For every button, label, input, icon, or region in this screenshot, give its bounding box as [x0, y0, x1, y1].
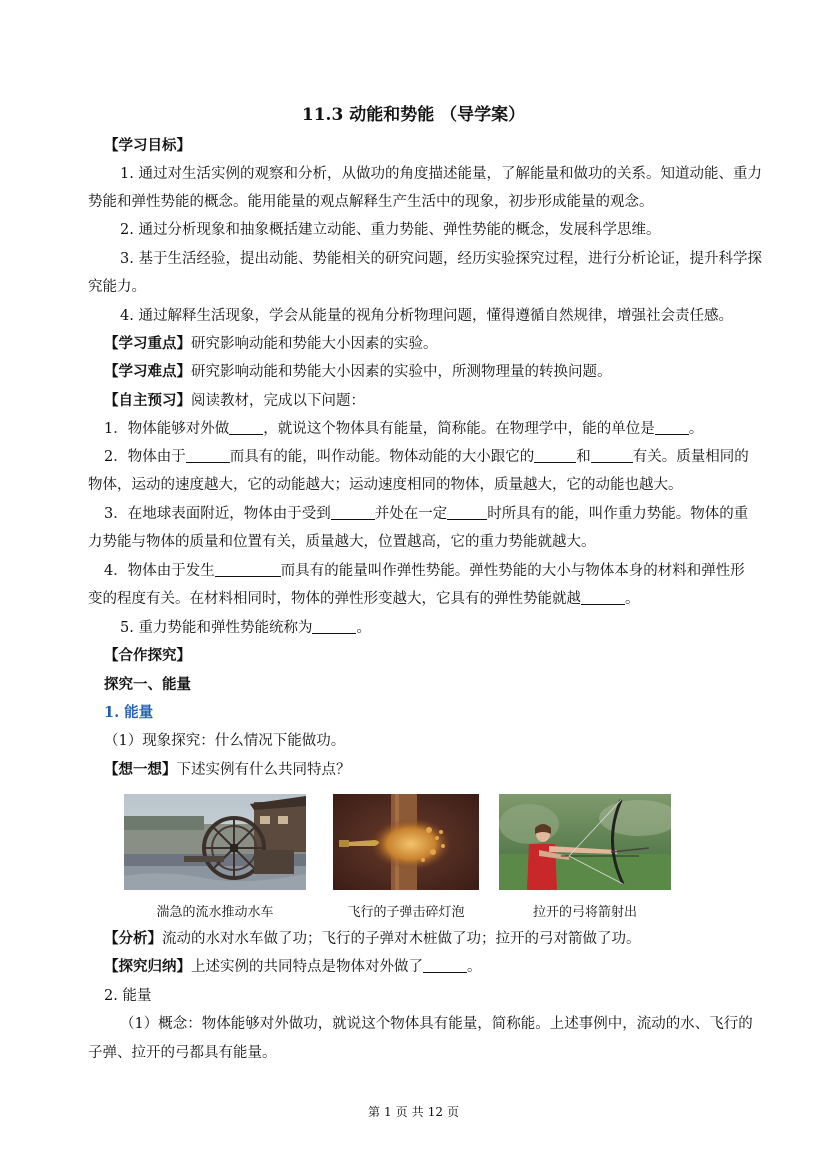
blank[interactable]: [534, 448, 576, 463]
caption-archer: 拉开的弓将箭射出: [532, 905, 637, 920]
preview-text: 阅读教材，完成以下问题：: [191, 393, 365, 409]
goal-2: 2. 通过分析现象和抽象概括建立动能、重力势能、弹性势能的概念，发展科学思维。: [120, 222, 661, 238]
think-text: 下述实例有什么共同特点？: [176, 762, 351, 778]
archer-photo: [499, 794, 671, 890]
goal-3-line-1: 3. 基于生活经验，提出动能、势能相关的研究问题，经历实验探究过程，进行分析论证，提升科学探: [120, 251, 762, 267]
analysis: [104, 929, 641, 949]
blank[interactable]: [581, 590, 625, 605]
blank[interactable]: [331, 505, 375, 520]
blank[interactable]: [186, 448, 230, 463]
question-3-line-2: 力势能与物体的质量和位置有关，质量越大，位置越高，它的重力势能就越大。: [88, 534, 596, 550]
difficulty-point: [104, 362, 612, 382]
analysis-label: 【分析】: [104, 930, 162, 947]
goal-3-line-2: 究能力。: [88, 279, 146, 295]
think-label: 【想一想】: [104, 761, 177, 778]
blank[interactable]: [447, 505, 487, 520]
difficulty-label: 【学习难点】: [104, 363, 191, 380]
blank[interactable]: [215, 562, 281, 577]
goals-heading: 【学习目标】: [104, 137, 191, 154]
page-number: 1: [384, 1105, 392, 1119]
energy-subheading: 1. 能量: [104, 704, 154, 721]
blank[interactable]: [423, 958, 467, 973]
phenomenon-inquiry: （1）现象探究：什么情况下能做功。: [104, 733, 346, 749]
summary-text: 上述实例的共同特点是物体对外做了: [191, 959, 423, 975]
bullet-photo: [333, 794, 479, 890]
goal-4: 4. 通过解释生活现象，学会从能量的视角分析物理问题，懂得遵循自然规律，增强社会责任感。: [120, 308, 733, 324]
key-point: [104, 334, 438, 354]
question-2-line-2: 物体，运动的速度越大，它的动能越大；运动速度相同的物体，质量越大，它的动能也越大。: [88, 477, 683, 493]
question-2-line-1: 2．物体由于 而具有的能，叫作动能。物体动能的大小跟它的 和 有关。质量相同的: [104, 449, 749, 465]
waterwheel-photo: [124, 794, 306, 890]
explore-1-heading: 探究一、能量: [104, 676, 191, 693]
difficulty-text: 研究影响动能和势能大小因素的实验中，所测物理量的转换问题。: [191, 364, 612, 380]
summary-label: 【探究归纳】: [104, 958, 191, 975]
coop-heading: 【合作探究】: [104, 647, 191, 664]
caption-waterwheel: 湍急的流水推动水车: [156, 905, 274, 920]
page-title: 11.3 动能和势能 （导学案）: [301, 105, 526, 125]
question-4-line-1: 4．物体由于发生 而具有的能量叫作弹性势能。弹性势能的大小与物体本身的材料和弹性形: [104, 563, 745, 579]
analysis-text: 流动的水对水车做了功；飞行的子弹对木桩做了功；拉开的弓对箭做了功。: [162, 931, 641, 947]
concept-line-1: （1）概念：物体能够对外做功，就说这个物体具有能量，简称能。上述事例中，流动的水、飞行的: [120, 1016, 753, 1032]
preview-label: 【自主预习】: [104, 392, 191, 409]
caption-bullet: 飞行的子弹击碎灯泡: [347, 905, 465, 920]
blank[interactable]: [591, 448, 633, 463]
summary: 【探究归纳】上述实例的共同特点是物体对外做了 。: [104, 958, 482, 975]
preview-heading: [104, 391, 365, 411]
concept-line-2: 子弹、拉开的弓都具有能量。: [88, 1045, 277, 1061]
key-label: 【学习重点】: [104, 335, 191, 352]
energy-subheading-2: 2. 能量: [104, 988, 152, 1004]
key-text: 研究影响动能和势能大小因素的实验。: [191, 336, 438, 352]
question-1: 1．物体能够对外做 ，就说这个物体具有能量，简称能。在物理学中，能的单位是 。: [104, 421, 704, 437]
question-4-line-2: 变的程度有关。在材料相同时，物体的弹性形变越大，它具有的弹性势能就越 。: [88, 591, 640, 607]
blank[interactable]: [229, 420, 263, 435]
goal-1-line-2: 势能和弹性势能的概念。能用能量的观点解释生产生活中的现象，初步形成能量的观念。: [88, 194, 654, 210]
blank[interactable]: [655, 420, 689, 435]
goal-1-line-1: 1. 通过对生活实例的观察和分析，从做功的角度描述能量，了解能量和做功的关系。知道动能、重力: [120, 166, 762, 182]
page-footer: 第 1 页 共 12 页: [368, 1105, 459, 1119]
question-5: 5. 重力势能和弹性势能统称为 。: [120, 620, 371, 636]
think-prompt: [104, 760, 351, 780]
blank[interactable]: [312, 619, 356, 634]
page-total: 12: [427, 1105, 443, 1119]
question-3-line-1: 3．在地球表面附近，物体由于受到 并处在一定 时所具有的能，叫作重力势能。物体的重: [104, 506, 749, 522]
